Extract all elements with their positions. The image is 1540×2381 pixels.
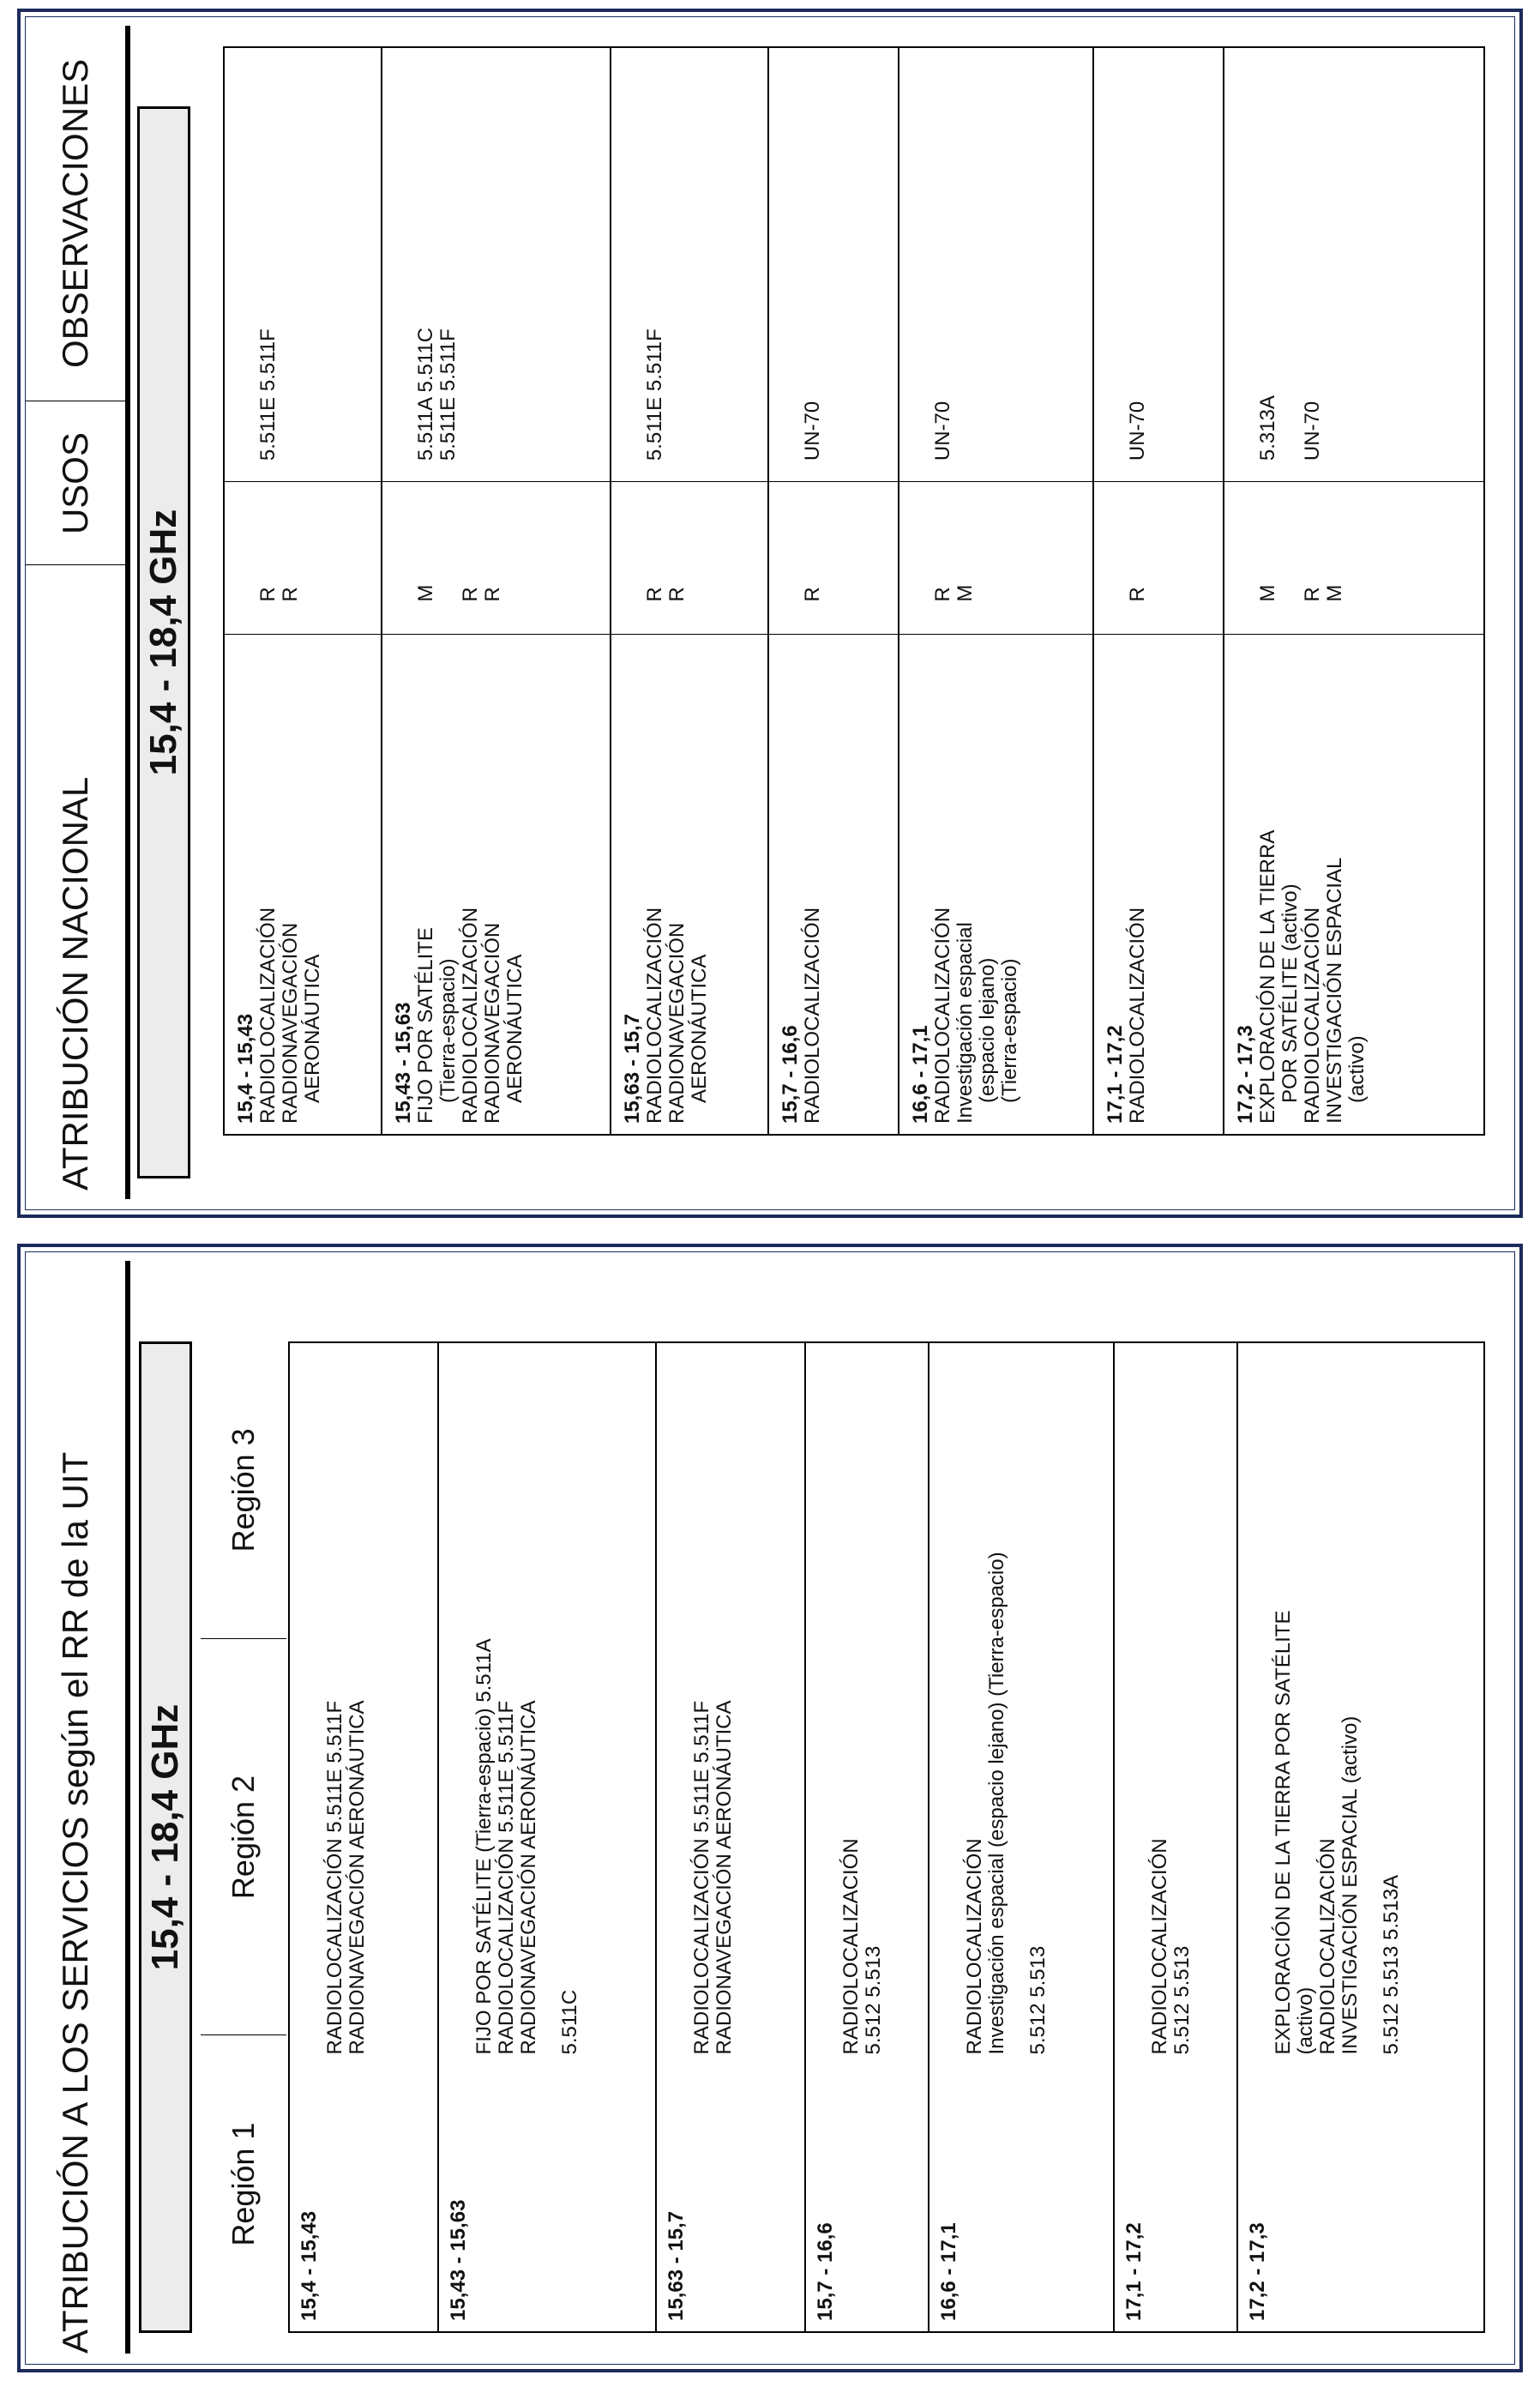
national-service-line: (Tierra-espacio) xyxy=(436,958,460,1103)
national-obs-line: UN-70 xyxy=(1301,401,1325,461)
itu-region2-header: Región 2 xyxy=(226,1775,261,1900)
itu-row-allocation xyxy=(1149,1838,1194,2054)
national-uso-code xyxy=(1279,585,1302,602)
national-table-row xyxy=(382,48,611,1134)
national-service-line: POR SATÉLITE (activo) xyxy=(1278,883,1302,1103)
itu-row-band: 15,43 - 15,63 xyxy=(447,2199,471,2321)
national-row-observaciones xyxy=(415,328,460,461)
national-col-divider xyxy=(611,481,767,482)
national-uso-code: R xyxy=(665,587,689,602)
national-row-observaciones xyxy=(932,401,954,461)
itu-allocation-line: RADIOLOCALIZACIÓN xyxy=(963,1838,987,2055)
national-table-row xyxy=(899,48,1094,1134)
itu-allocation-line: FIJO POR SATÉLITE (Tierra-espacio) 5.511A xyxy=(472,1638,496,2055)
itu-title xyxy=(26,1261,130,2354)
national-obs-line: 5.511E 5.511F xyxy=(256,329,280,461)
national-band-title xyxy=(137,106,190,1178)
national-row-band: 15,4 - 15,43 xyxy=(234,1013,257,1124)
national-row-band: 15,7 - 16,6 xyxy=(778,1025,802,1124)
national-frame xyxy=(17,9,1523,1218)
itu-table-row xyxy=(1238,1343,1483,2331)
national-uso-code: M xyxy=(1323,584,1347,602)
itu-band-title-text: 15,4 - 18,4 GHz xyxy=(144,1703,186,1971)
national-col-divider xyxy=(225,634,381,635)
national-row-usos xyxy=(802,587,824,601)
national-uso-code: R xyxy=(800,587,824,602)
national-service-line: AERONÁUTICA xyxy=(301,954,324,1103)
national-col-divider xyxy=(1224,481,1483,482)
itu-allocation-line: 5.512 5.513 xyxy=(1170,1945,1194,2055)
national-table-row xyxy=(225,48,382,1134)
national-row-observaciones xyxy=(802,401,824,461)
itu-table-row xyxy=(439,1343,656,2331)
national-row-services xyxy=(393,907,526,1124)
itu-allocation-line: RADIOLOCALIZACIÓN 5.511E 5.511F xyxy=(689,1700,713,2055)
national-uso-code: R xyxy=(256,587,280,602)
itu-row-band: 16,6 - 17,1 xyxy=(937,2222,961,2321)
national-row-band: 17,1 - 17,2 xyxy=(1104,1025,1128,1124)
national-obs-line: UN-70 xyxy=(800,401,824,461)
national-row-observaciones xyxy=(1127,401,1149,461)
national-service-line: AERONÁUTICA xyxy=(688,954,712,1103)
national-obs-line: UN-70 xyxy=(1126,401,1150,461)
national-obs-line: 5.511E 5.511F xyxy=(643,329,667,461)
itu-table-row xyxy=(290,1343,439,2331)
national-row-observaciones xyxy=(644,329,666,461)
itu-allocation-line: 5.512 5.513 xyxy=(862,1945,886,2055)
itu-table xyxy=(288,1341,1485,2333)
itu-row-band: 15,4 - 15,43 xyxy=(298,2210,321,2321)
national-uso-code: R xyxy=(458,587,482,602)
itu-region1-header: Región 1 xyxy=(226,2122,261,2246)
national-service-line: FIJO POR SATÉLITE xyxy=(413,927,437,1124)
national-service-line: AERONÁUTICA xyxy=(502,954,526,1103)
national-table-row xyxy=(611,48,769,1134)
itu-table-row xyxy=(929,1343,1114,2331)
national-col-divider xyxy=(1094,481,1223,482)
national-uso-code: R xyxy=(1301,587,1325,602)
itu-allocation-line: EXPLORACIÓN DE LA TIERRA POR SATÉLITE xyxy=(1271,1610,1295,2055)
national-service-line: RADIOLOCALIZACIÓN xyxy=(458,907,482,1124)
national-uso-code: R xyxy=(643,587,667,602)
national-service-line: (activo) xyxy=(1345,1035,1369,1103)
national-obs-line: 5.511A 5.511C xyxy=(413,327,437,461)
national-col-divider xyxy=(769,481,898,482)
itu-band-title xyxy=(139,1341,192,2333)
national-col-header-atribucion: ATRIBUCIÓN NACIONAL xyxy=(55,776,95,1190)
national-row-services xyxy=(1104,907,1149,1124)
national-service-line: EXPLORACIÓN DE LA TIERRA xyxy=(1256,829,1280,1124)
national-row-band: 15,43 - 15,63 xyxy=(391,1002,415,1124)
national-service-line: RADIONAVEGACIÓN xyxy=(665,922,689,1124)
national-row-band: 17,2 - 17,3 xyxy=(1234,1025,1258,1124)
national-obs-line: 5.511E 5.511F xyxy=(436,329,460,461)
itu-allocation-line: RADIOLOCALIZACIÓN xyxy=(839,1838,863,2055)
national-uso-code: R xyxy=(1126,587,1150,602)
national-row-usos xyxy=(415,585,504,602)
itu-allocation-line: RADIONAVEGACIÓN AERONÁUTICA xyxy=(346,1700,369,2055)
national-uso-code: R xyxy=(480,587,504,602)
national-row-usos xyxy=(932,585,977,602)
itu-allocation-line: Investigación espacial (espacio lejano) (Tierra-espacio) xyxy=(985,1552,1009,2055)
itu-title-text: ATRIBUCIÓN A LOS SERVICIOS según el RR de la UIT xyxy=(55,1451,95,2354)
itu-row-band: 17,1 - 17,2 xyxy=(1122,2222,1146,2321)
national-row-usos xyxy=(1127,587,1149,601)
itu-row-footnotes: 5.512 5.513 5.513A xyxy=(1379,1874,1403,2055)
itu-row-footnotes: 5.512 5.513 xyxy=(1026,1945,1050,2055)
itu-allocation-line: RADIOLOCALIZACIÓN 5.511E 5.511F xyxy=(323,1700,346,2055)
itu-allocation-line: INVESTIGACIÓN ESPACIAL (activo) xyxy=(1338,1715,1362,2055)
national-service-line: RADIOLOCALIZACIÓN xyxy=(800,907,824,1124)
itu-region-header-row xyxy=(201,1341,286,2333)
itu-row-allocation xyxy=(473,1638,581,2054)
national-uso-code xyxy=(437,585,460,602)
national-header-row xyxy=(26,26,130,1199)
national-row-services xyxy=(1235,830,1369,1124)
national-row-observaciones xyxy=(257,329,280,461)
itu-row-allocation xyxy=(964,1552,1050,2054)
national-service-line: RADIOLOCALIZACIÓN xyxy=(1301,907,1325,1124)
national-col-divider xyxy=(1224,634,1483,635)
national-uso-code: M xyxy=(953,584,978,602)
itu-allocation-line: RADIONAVEGACIÓN AERONÁUTICA xyxy=(712,1700,736,2055)
national-service-line: (Tierra-espacio) xyxy=(998,958,1022,1103)
itu-row-allocation xyxy=(840,1838,885,2054)
itu-landscape xyxy=(21,1247,1519,2367)
itu-table-row xyxy=(657,1343,806,2331)
national-col-header-usos: USOS xyxy=(55,432,95,535)
national-table xyxy=(223,46,1485,1136)
itu-allocation-line: RADIOLOCALIZACIÓN xyxy=(1147,1838,1171,2055)
itu-table-row xyxy=(806,1343,929,2331)
itu-allocation-line: (activo) xyxy=(1293,1986,1317,2055)
national-service-line: RADIONAVEGACIÓN xyxy=(279,922,302,1124)
national-col-header-observaciones: OBSERVACIONES xyxy=(55,58,95,369)
national-row-usos xyxy=(257,587,302,601)
national-service-line: RADIOLOCALIZACIÓN xyxy=(256,907,280,1124)
national-service-line: Investigación espacial xyxy=(953,922,978,1124)
itu-frame xyxy=(17,1244,1523,2372)
itu-row-band: 17,2 - 17,3 xyxy=(1245,2222,1269,2321)
national-col-divider xyxy=(225,481,381,482)
national-row-usos xyxy=(644,587,689,601)
national-col-divider xyxy=(769,634,898,635)
national-service-line: RADIONAVEGACIÓN xyxy=(480,922,504,1124)
national-col-divider xyxy=(611,634,767,635)
national-col-divider xyxy=(899,481,1092,482)
national-obs-line: 5.313A xyxy=(1256,395,1280,461)
national-obs-line: UN-70 xyxy=(931,401,955,461)
national-uso-code: R xyxy=(279,587,302,602)
national-table-row xyxy=(769,48,899,1134)
national-col-divider xyxy=(1094,634,1223,635)
national-col-divider xyxy=(382,481,610,482)
itu-allocation-line: RADIOLOCALIZACIÓN xyxy=(1315,1838,1339,2055)
national-landscape xyxy=(21,12,1519,1213)
national-col-divider xyxy=(382,634,610,635)
national-row-services xyxy=(910,907,1021,1124)
national-table-row xyxy=(1224,48,1483,1134)
national-obs-line xyxy=(1279,395,1302,461)
national-table-row xyxy=(1094,48,1224,1134)
itu-row-allocation xyxy=(1272,1611,1403,2055)
national-row-band: 15,63 - 15,7 xyxy=(621,1013,645,1124)
itu-row-footnotes: 5.511C xyxy=(558,1989,582,2055)
itu-table-row xyxy=(1115,1343,1238,2331)
national-uso-code: M xyxy=(413,584,437,602)
national-band-title-text: 15,4 - 18,4 GHz xyxy=(142,509,184,776)
itu-row-band: 15,63 - 15,7 xyxy=(664,2210,688,2321)
national-service-line: RADIOLOCALIZACIÓN xyxy=(1126,907,1150,1124)
national-row-services xyxy=(622,907,711,1124)
national-service-line: INVESTIGACIÓN ESPACIAL xyxy=(1323,857,1347,1124)
national-row-band: 16,6 - 17,1 xyxy=(909,1025,933,1124)
national-uso-code: R xyxy=(931,587,955,602)
itu-row-allocation xyxy=(324,1700,369,2054)
national-col-divider xyxy=(899,634,1092,635)
national-service-line: RADIOLOCALIZACIÓN xyxy=(931,907,955,1124)
itu-row-allocation xyxy=(691,1700,736,2054)
national-uso-code: M xyxy=(1256,584,1280,602)
national-row-observaciones xyxy=(1257,395,1324,461)
itu-row-band: 15,7 - 16,6 xyxy=(814,2222,838,2321)
national-row-services xyxy=(235,907,324,1124)
national-row-usos xyxy=(1257,585,1346,602)
itu-region3-header: Región 3 xyxy=(226,1428,261,1552)
itu-allocation-line: RADIONAVEGACIÓN AERONÁUTICA xyxy=(517,1700,541,2055)
national-row-services xyxy=(779,907,824,1124)
national-service-line: RADIOLOCALIZACIÓN xyxy=(643,907,667,1124)
national-service-line: (espacio lejano) xyxy=(976,957,1000,1103)
itu-allocation-line: RADIOLOCALIZACIÓN 5.511E 5.511F xyxy=(495,1700,519,2055)
